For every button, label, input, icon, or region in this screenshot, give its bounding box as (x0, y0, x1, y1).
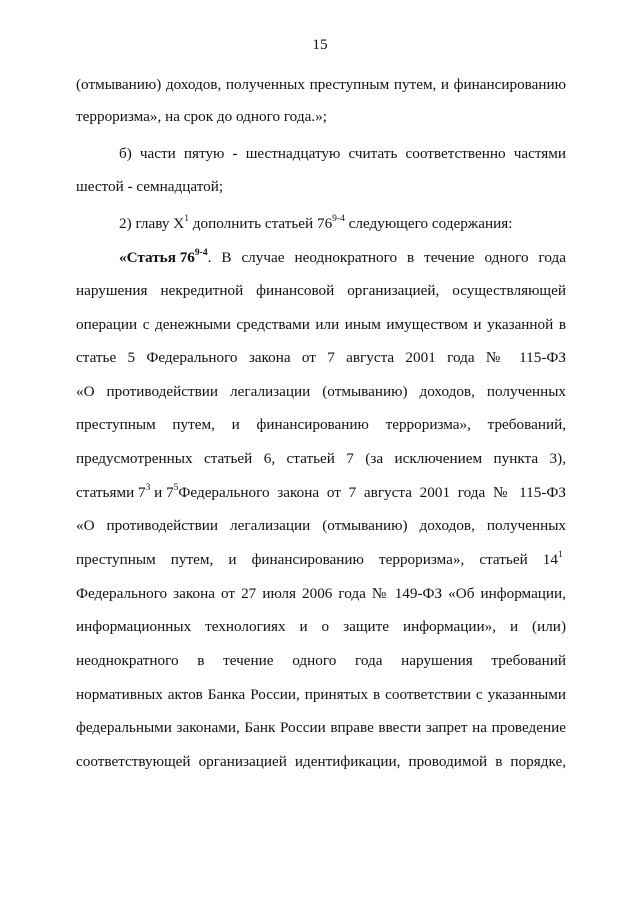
text-line: «О противодействии легализации (отмыванию) доходов, полученных (76, 383, 566, 400)
text-fragment: преступным путем, и финансированию терроризма», статьей 14 (76, 551, 558, 568)
text-line-article-heading (119, 247, 566, 269)
text-line: Федерального закона от 27 июля 2006 года № 149-ФЗ «Об информации, (76, 585, 566, 602)
text-line: нарушения некредитной финансовой организацией, осуществляющей (76, 282, 566, 299)
text-line: статье 5 Федерального закона от 7 августа 2001 года № 115-ФЗ (76, 349, 566, 366)
text-fragment: . В случае неоднократного в течение одного года (207, 249, 566, 266)
text-fragment: следующего содержания: (344, 215, 513, 232)
text-fragment: Федерального закона от 7 августа 2001 года № 115-ФЗ (178, 484, 566, 501)
text-line: нормативных актов Банка России, принятых в соответствии с указанными (76, 686, 566, 703)
article-title: «Статья 76$^{9-4}$ (119, 247, 208, 266)
text-line: операции с денежными средствами или иным имуществом и указанной в (76, 316, 566, 333)
superscript: 9-4 (332, 213, 345, 224)
text-line: информационных технологиях и о защите информации», и (или) (76, 618, 566, 635)
text-line-with-superscripts (76, 482, 566, 504)
text-fragment: дополнить статьей 76 (189, 215, 333, 232)
text-line-with-superscript (76, 549, 566, 571)
superscript: 5 (173, 482, 179, 493)
superscript: 1 (558, 549, 563, 560)
text-line: преступным путем, и финансированию терроризма», требований, (76, 416, 566, 433)
text-line: федеральными законами, Банк России вправе ввести запрет на проведение (76, 719, 566, 736)
text-line-chapter-amendment (119, 213, 566, 235)
text-line: неоднократного в течение одного года нарушения требований (76, 652, 566, 669)
text-line: (отмыванию) доходов, полученных преступным путем, и финансированию (76, 76, 566, 93)
text-line: терроризма», на срок до одного года.»; (76, 108, 327, 125)
text-line: соответствующей организацией идентификации, проводимой в порядке, (76, 753, 566, 770)
text-fragment: статьями $7^3$ и $7^5$ (76, 482, 179, 501)
text-line: предусмотренных статьей 6, статьей 7 (за исключением пункта 3), (76, 450, 566, 467)
page-number: 15 (312, 36, 328, 53)
superscript: 9-4 (194, 247, 208, 258)
text-line: б) части пятую - шестнадцатую считать соответственно частями (119, 145, 566, 162)
text-line: «О противодействии легализации (отмыванию) доходов, полученных (76, 517, 566, 534)
text-line: шестой - семнадцатой; (76, 178, 224, 195)
superscript: 3 (145, 482, 151, 493)
text-fragment: 2) главу X (119, 215, 185, 232)
superscript: 1 (184, 213, 189, 224)
